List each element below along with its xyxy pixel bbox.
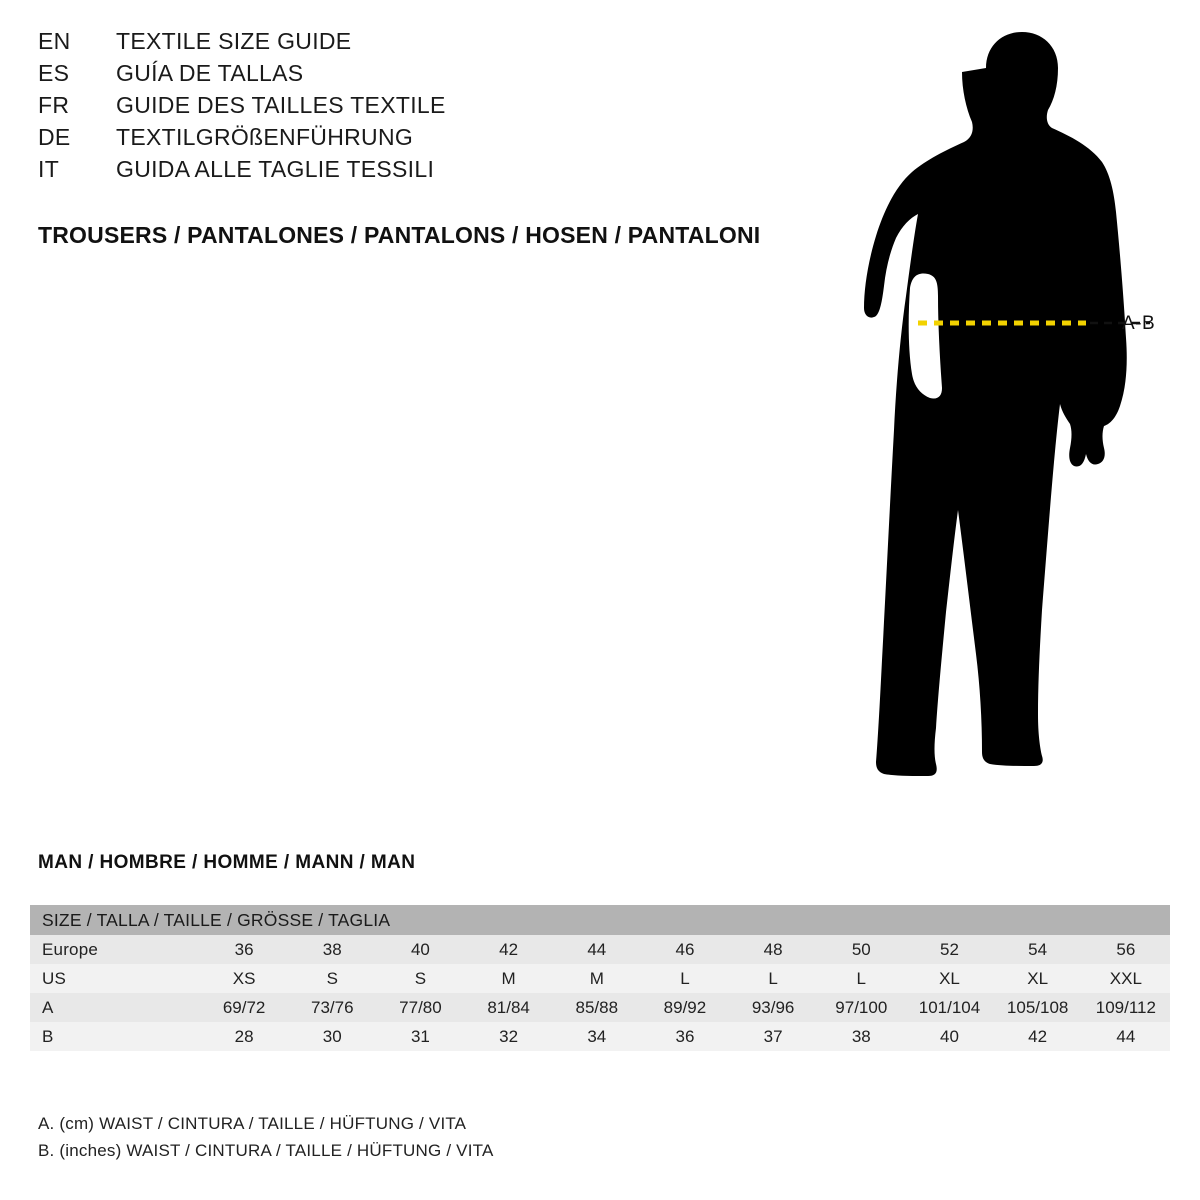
language-title: GUIDE DES TAILLES TEXTILE [116, 92, 446, 118]
language-code: EN [38, 28, 71, 54]
table-cell: 105/108 [994, 993, 1082, 1022]
language-row [38, 92, 798, 124]
silhouette-arm-gap [909, 274, 942, 399]
language-title: TEXTILE SIZE GUIDE [116, 28, 352, 54]
table-row [30, 993, 1170, 1022]
table-cell: 42 [465, 935, 553, 964]
table-header-label: SIZE / TALLA / TAILLE / GRÖSSE / TAGLIA [30, 905, 1170, 935]
table-cell: 81/84 [465, 993, 553, 1022]
table-cell: L [817, 964, 905, 993]
table-cell: 89/92 [641, 993, 729, 1022]
language-row [38, 28, 798, 60]
footnote-b: B. (inches) WAIST / CINTURA / TAILLE / HÜFTUNG / VITA [38, 1141, 494, 1160]
language-code: DE [38, 124, 71, 150]
language-row [38, 60, 798, 92]
table-cell: S [288, 964, 376, 993]
table-cell: 38 [288, 935, 376, 964]
table-cell: 97/100 [817, 993, 905, 1022]
language-row [38, 124, 798, 156]
table-cell: 32 [465, 1022, 553, 1051]
table-row [30, 964, 1170, 993]
table-cell: 69/72 [200, 993, 288, 1022]
table-cell: 85/88 [553, 993, 641, 1022]
garment-type-line: TROUSERS / PANTALONES / PANTALONS / HOSEN / PANTALONI [38, 222, 761, 248]
table-cell: 93/96 [729, 993, 817, 1022]
table-cell: 54 [994, 935, 1082, 964]
table-cell: 46 [641, 935, 729, 964]
table-cell: XXL [1082, 964, 1170, 993]
footnote-a: A. (cm) WAIST / CINTURA / TAILLE / HÜFTUNG / VITA [38, 1114, 467, 1133]
table-cell: 73/76 [288, 993, 376, 1022]
table-cell: 36 [200, 935, 288, 964]
table-cell: 37 [729, 1022, 817, 1051]
table-section-title: MAN / HOMBRE / HOMME / MANN / MAN [38, 852, 416, 873]
table-cell: 28 [200, 1022, 288, 1051]
table-cell: 52 [905, 935, 993, 964]
table-cell: 48 [729, 935, 817, 964]
table-cell: 77/80 [376, 993, 464, 1022]
row-label-europe: Europe [30, 935, 200, 964]
table-cell: 36 [641, 1022, 729, 1051]
table-cell: 38 [817, 1022, 905, 1051]
table-cell: 31 [376, 1022, 464, 1051]
silhouette-shape [864, 32, 1127, 776]
table-cell: 101/104 [905, 993, 993, 1022]
language-list [38, 28, 798, 188]
table-cell: M [465, 964, 553, 993]
measure-label-ab: A-B [1122, 313, 1156, 334]
row-label-a: A [30, 993, 200, 1022]
language-title: GUIDA ALLE TAGLIE TESSILI [116, 156, 435, 182]
language-code: ES [38, 60, 70, 86]
footnote-list [38, 1110, 738, 1164]
table-cell: 56 [1082, 935, 1170, 964]
table-cell: 30 [288, 1022, 376, 1051]
table-cell: XL [905, 964, 993, 993]
table-cell: 44 [1082, 1022, 1170, 1051]
male-silhouette-figure [790, 20, 1190, 810]
table-cell: 34 [553, 1022, 641, 1051]
table-cell: M [553, 964, 641, 993]
table-cell: L [641, 964, 729, 993]
table-cell: XS [200, 964, 288, 993]
table-row [30, 935, 1170, 964]
table-cell: L [729, 964, 817, 993]
language-code: FR [38, 92, 70, 118]
table-cell: XL [994, 964, 1082, 993]
table-cell: 40 [376, 935, 464, 964]
row-label-us: US [30, 964, 200, 993]
row-label-b: B [30, 1022, 200, 1051]
table-row [30, 1022, 1170, 1051]
table-header-row [30, 905, 1170, 935]
table-cell: 44 [553, 935, 641, 964]
language-code: IT [38, 156, 60, 182]
table-cell: S [376, 964, 464, 993]
table-cell: 42 [994, 1022, 1082, 1051]
table-cell: 50 [817, 935, 905, 964]
language-title: GUÍA DE TALLAS [116, 60, 304, 86]
table-cell: 109/112 [1082, 993, 1170, 1022]
language-title: TEXTILGRÖßENFÜHRUNG [116, 124, 414, 150]
table-cell: 40 [905, 1022, 993, 1051]
size-table [30, 905, 1170, 1051]
language-row [38, 156, 798, 188]
